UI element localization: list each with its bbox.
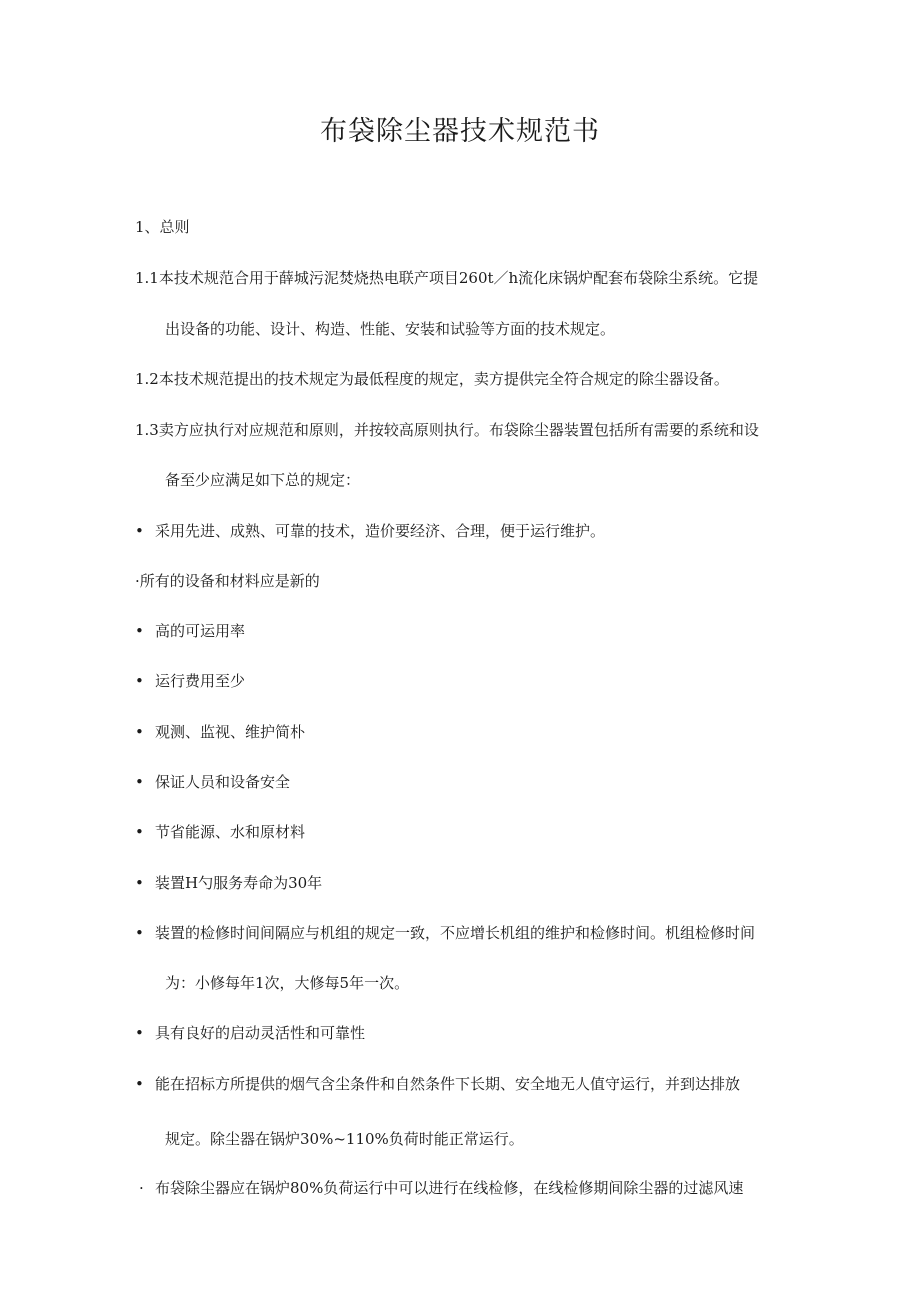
bullet-icon: • — [135, 672, 144, 690]
list-item: 观测、监视、维护简朴 — [155, 723, 306, 741]
list-item: 布袋除尘器应在锅炉80%负荷运行中可以进行在线检修，在线检修期间除尘器的过滤风速 — [155, 1179, 744, 1197]
list-item: 节省能源、水和原材料 — [155, 823, 306, 841]
bullet-icon: • — [135, 1075, 144, 1093]
list-item: 装置的检修时间间隔应与机组的规定一致，不应增长机组的维护和检修时间。机组检修时间 — [155, 924, 756, 942]
list-item-continuation: 规定。除尘器在锅炉30%~110%负荷时能正常运行。 — [165, 1130, 524, 1148]
paragraph-1-1-line-2: 出设备的功能、设计、构造、性能、安装和试验等方面的技术规定。 — [165, 320, 616, 338]
bullet-icon: • — [135, 924, 144, 942]
list-item: 装置H勺服务寿命为30年 — [155, 874, 323, 892]
list-item: ·所有的设备和材料应是新的 — [135, 572, 320, 590]
paragraph-1-3-line-2: 备至少应满足如下总的规定： — [165, 471, 361, 489]
list-item: 保证人员和设备安全 — [155, 773, 291, 791]
list-item: 采用先进、成熟、可靠的技术，造价要经济、合理，便于运行维护。 — [155, 522, 606, 540]
list-item: 高的可运用率 — [155, 622, 246, 640]
list-item: 能在招标方所提供的烟气含尘条件和自然条件下长期、安全地无人值守运行，并到达排放 — [155, 1075, 741, 1093]
bullet-icon: • — [135, 622, 144, 640]
section-heading: 1、总则 — [135, 218, 190, 236]
bullet-icon: • — [135, 522, 144, 540]
list-item: 运行费用至少 — [155, 672, 246, 690]
paragraph-1-2: 1.2本技术规范提出的技术规定为最低程度的规定，卖方提供完全符合规定的除尘器设备。 — [135, 370, 729, 388]
bullet-icon: · — [139, 1179, 144, 1197]
document-title: 布袋除尘器技术规范书 — [320, 116, 600, 147]
list-item-continuation: 为：小修每年1次，大修每5年一次。 — [165, 974, 410, 992]
bullet-icon: • — [135, 874, 144, 892]
list-item: 具有良好的启动灵活性和可靠性 — [155, 1024, 366, 1042]
paragraph-1-3-line-1: 1.3卖方应执行对应规范和原则，并按较高原则执行。布袋除尘器装置包括所有需要的系统和设 — [135, 421, 759, 439]
bullet-icon: • — [135, 1024, 144, 1042]
paragraph-1-1-line-1: 1.1本技术规范合用于薛城污泥焚烧热电联产项目260t／h流化床锅炉配套布袋除尘系统。它提 — [135, 269, 759, 287]
bullet-icon: • — [135, 823, 144, 841]
bullet-icon: • — [135, 723, 144, 741]
bullet-icon: • — [135, 773, 144, 791]
